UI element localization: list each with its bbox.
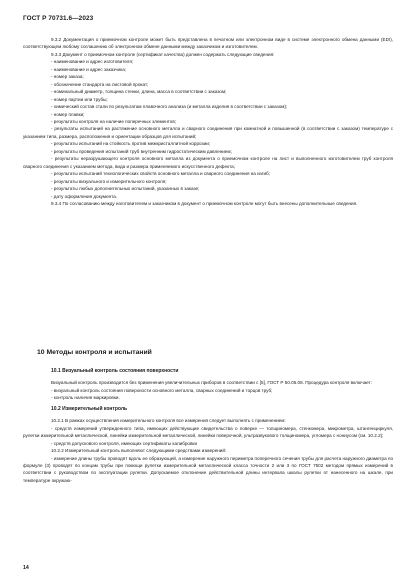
list-item: - средств допускового контроля, имеющих сертификаты калибровки — [51, 440, 198, 446]
list-item: - номинальный диаметр, толщина стенки, длина, масса в соответствии с заказом; — [51, 89, 227, 95]
list-item: - химический состав стали по результатам плавочного анализа (и металла изделия в соответствии с заказом); — [51, 104, 288, 110]
list-item: - наименование и адрес заказчика; — [51, 66, 127, 72]
list-item: - номер плавки; — [51, 111, 85, 117]
subsection-heading: 10.2 Измерительный контроль — [51, 405, 128, 412]
list-item: - номер партии или трубы; — [51, 96, 108, 102]
list-item: - результаты визуального и измерительного контроля; — [51, 178, 167, 184]
document-id-header: ГОСТ Р 70731.6—2023 — [23, 15, 94, 22]
page-number: 14 — [23, 565, 29, 571]
section-9-3-text — [23, 36, 393, 207]
list-item: - результаты любых дополнительных испытаний, указанных в заказе; — [51, 186, 200, 192]
list-item: - средств измерений утвержденного типа, имеющих действующие свидетельства о поверке — толщиномера, стенкомера, микрометра, штангенциркуля, рулетки измерительной металлической, линейки измерительной металлической, линейки поверочной, ультразвукового толщиномера, угломера с нониусом (см. 10.2.2); — [23, 425, 393, 439]
subsection-heading: 10.1 Визуальный контроль состояния поверхности — [51, 368, 179, 374]
paragraph: 9.3.4 По согласованию между изготовителем и заказчиком в документ о приемочном контроле могут быть внесены дополнительные сведения. — [51, 200, 358, 206]
list-item: - результаты неразрушающего контроля основного металла из документа о приемочном контроле на лист и выполненного изготовителем труб контроля сварного соединения с указанием метода, вида и размера применяемого искусственного дефекта; — [23, 156, 393, 169]
paragraph: 9.3.2 Документация о приемочном контроле может быть представлена в печатном или электронном виде в системе электронного обмена данными (EDI), соответствующем любому соглашению об электронном обмене данными между заказчиком и изготовителем. — [23, 37, 393, 50]
list-item: - результаты испытаний на стойкость против межкристаллитной коррозии; — [51, 141, 211, 147]
paragraph: 10.2.1 В рамках осуществления измерительного контроля все измерения следует выполнять с применением: — [51, 418, 286, 424]
section-10-text — [23, 368, 393, 484]
list-item: - результаты испытаний технологических свойств основного металла и сварного соединения на изгиб; — [51, 171, 270, 177]
list-item: - визуальный контроль состояния поверхности основного металла, сварных соединений и торцов труб; — [51, 387, 273, 393]
list-item: - дату оформления документа. — [51, 193, 118, 199]
list-item: - результаты контроля на наличие поперечных элементов; — [51, 118, 177, 124]
list-item: - результаты проведения испытаний труб внутренним гидростатическим давлением; — [51, 148, 232, 154]
list-item: - номер заказа; — [51, 74, 84, 80]
paragraph: 10.2.2 Измерительный контроль выполняют следующими средствами измерений: — [51, 448, 227, 454]
list-item: - обозначение стандарта на листовой прокат; — [51, 81, 149, 87]
list-item: - контроль наличия маркировки. — [51, 395, 120, 401]
paragraph: Визуальный контроль производится без применения увеличительных приборов в соответствии с [5], ГОСТ Р 50.05.08. Процедура контроля включает: — [51, 380, 372, 386]
list-item: - измерение длины трубы проводят вдоль ее образующей, а измерение наружного периметра поперечного сечения трубы для расчета наружного диаметра по формуле (3) проводят по концам трубы при помощи рулетки измерительной металлической класса точности 2 или 3 по ГОСТ 7502 методом прямых измерений в соответствии с руководством по эксплуатации рулетки. Допускаемое отклонение действительной длины интервала шкалы рулетки от нанесенного на шкале, при температуре окружаю- — [23, 455, 393, 483]
list-item: - результаты испытаний на растяжение основного металла и сварного соединения при комнатной и повышенной (в соответствии с заказом) температуре с указанием типа, размера, расположения и ориентации образцов для испытаний; — [23, 126, 393, 139]
list-item: - наименование и адрес изготовителя; — [51, 59, 134, 65]
paragraph: 9.3.3 Документ о приемочном контроле (сертификат качества) должен содержать следующие сведения: — [51, 51, 275, 57]
section-heading: 10 Методы контроля и испытаний — [37, 349, 152, 356]
